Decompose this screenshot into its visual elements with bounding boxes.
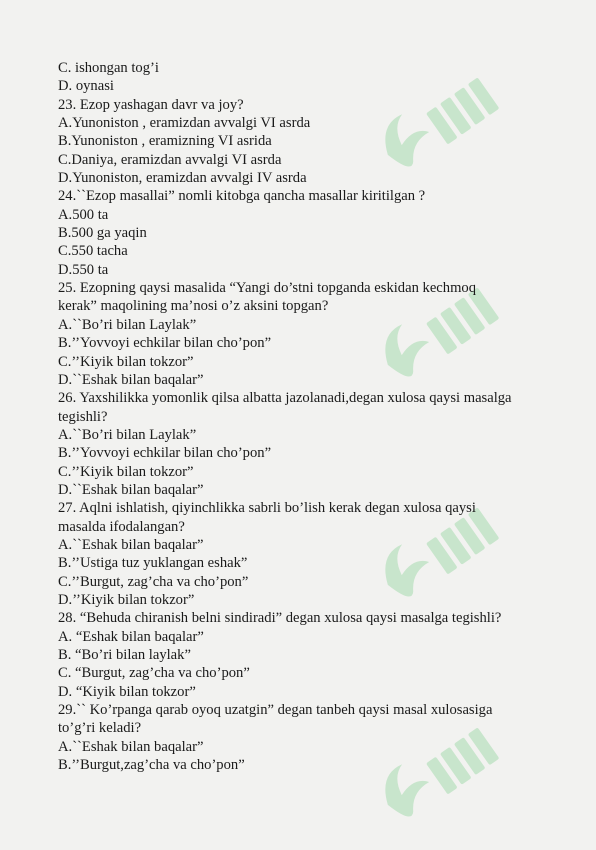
question-28: 28. “Behuda chiranish belni sindiradi” degan xulosa qaysi masalga tegishli? <box>58 610 502 627</box>
option-b: B. “Bo’ri bilan laylak” <box>58 647 191 663</box>
option-a: A.``Bo’ri bilan Laylak” <box>58 316 197 333</box>
option-b: B.’’Yovvoyi echkilar bilan cho’pon” <box>58 335 272 352</box>
document-text <box>58 59 578 774</box>
option-d: D. “Kiyik bilan tokzor” <box>58 683 196 700</box>
question-25-cont: kerak” maqolining ma’nosi o’z aksini topgan? <box>58 298 329 315</box>
option-a: A.``Bo’ri bilan Laylak” <box>58 426 197 443</box>
text-line: D. oynasi <box>58 78 114 95</box>
option-d: D.``Eshak bilan baqalar” <box>58 481 204 498</box>
option-c: C.Daniya, eramizdan avvalgi VI asrda <box>58 151 282 168</box>
option-c: C.’’Kiyik bilan tokzor” <box>58 463 194 480</box>
option-b: B.’’Ustiga tuz yuklangan eshak” <box>58 555 248 572</box>
question-29: 29.`` Ko’rpanga qarab oyoq uzatgin” degan tanbeh qaysi masal xulosasiga <box>58 702 493 719</box>
option-b: B.Yunoniston , eramizning VI asrida <box>58 133 272 150</box>
option-a: A.``Eshak bilan baqalar” <box>58 738 204 755</box>
option-b: B.’’Yovvoyi echkilar bilan cho’pon” <box>58 445 272 462</box>
option-c: C.’’Burgut, zag’cha va cho’pon” <box>58 573 249 590</box>
option-c: C. “Burgut, zag’cha va cho’pon” <box>58 665 250 682</box>
text-line: C. ishongan tog’i <box>58 60 159 76</box>
option-c: C.550 tacha <box>58 243 128 260</box>
option-a: A. “Eshak bilan baqalar” <box>58 628 204 645</box>
option-d: D.Yunoniston, eramizdan avvalgi IV asrda <box>58 170 307 187</box>
question-24: 24.``Ezop masallai” nomli kitobga qancha masallar kiritilgan ? <box>58 188 426 205</box>
question-27: 27. Aqlni ishlatish, qiyinchlikka sabrli bo’lish kerak degan xulosa qaysi <box>58 500 476 517</box>
option-c: C.’’Kiyik bilan tokzor” <box>58 353 194 370</box>
question-23: 23. Ezop yashagan davr va joy? <box>58 96 244 113</box>
question-27-cont: masalda ifodalangan? <box>58 518 185 535</box>
option-d: D.``Eshak bilan baqalar” <box>58 371 204 388</box>
option-a: A.``Eshak bilan baqalar” <box>58 536 204 553</box>
question-26: 26. Yaxshilikka yomonlik qilsa albatta jazolanadi,degan xulosa qaysi masalga <box>58 390 512 407</box>
option-a: A.500 ta <box>58 206 109 223</box>
option-b: B.’’Burgut,zag’cha va cho’pon” <box>58 757 245 774</box>
option-d: D.550 ta <box>58 261 109 278</box>
option-a: A.Yunoniston , eramizdan avvalgi VI asrda <box>58 115 311 132</box>
option-d: D.’’Kiyik bilan tokzor” <box>58 591 195 608</box>
option-b: B.500 ga yaqin <box>58 225 147 242</box>
question-29-cont: to’g’ri keladi? <box>58 720 142 737</box>
question-26-cont: tegishli? <box>58 408 108 425</box>
question-25: 25. Ezopning qaysi masalida “Yangi do’stni topganda eskidan kechmoq <box>58 280 477 297</box>
